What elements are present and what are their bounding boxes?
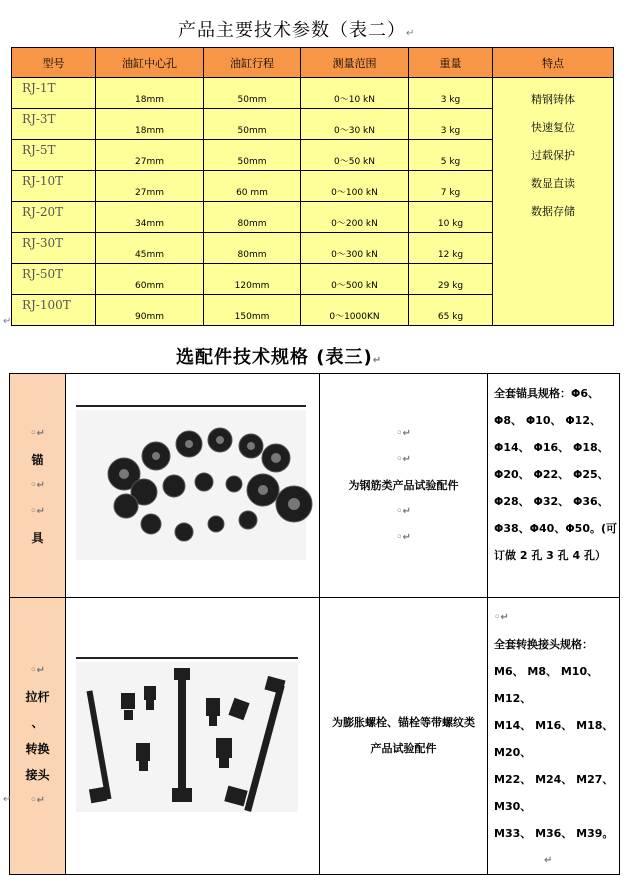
range-cell: 0～300 kN bbox=[301, 233, 409, 264]
stroke-cell: 60 mm bbox=[204, 171, 301, 202]
spec-line: M33、 M36、 M39。 bbox=[494, 827, 614, 840]
hole-cell: 60mm bbox=[96, 264, 204, 295]
weight-cell: 7 kg bbox=[409, 171, 493, 202]
spec-table bbox=[11, 47, 614, 326]
stroke-cell: 80mm bbox=[204, 202, 301, 233]
category-label: 锚 bbox=[31, 452, 44, 467]
table2-title: 产品主要技术参数（表二）↵ bbox=[178, 20, 416, 41]
column-header: 特点 bbox=[493, 48, 614, 78]
hole-cell: 45mm bbox=[96, 233, 204, 264]
weight-cell: 10 kg bbox=[409, 202, 493, 233]
weight-cell: 12 kg bbox=[409, 233, 493, 264]
description-cell: ◦↵ ◦↵ 为钢筋类产品试验配件 ◦↵ ◦↵ bbox=[320, 374, 488, 598]
accessory-row-rod bbox=[10, 598, 620, 875]
range-cell: 0～10 kN bbox=[301, 78, 409, 109]
accessory-row-anchor bbox=[10, 374, 620, 598]
category-cell: ◦↵ 锚 ◦↵ ◦↵ 具 bbox=[10, 374, 66, 598]
model-cell: RJ-100T bbox=[12, 295, 96, 326]
weight-cell: 3 kg bbox=[409, 78, 493, 109]
stroke-cell: 150mm bbox=[204, 295, 301, 326]
spec-line: M6、 M8、 M10、 M12、 bbox=[494, 665, 599, 705]
model-cell: RJ-30T bbox=[12, 233, 96, 264]
range-cell: 0～1000KN bbox=[301, 295, 409, 326]
range-cell: 0～100 kN bbox=[301, 171, 409, 202]
column-header: 油缸中心孔 bbox=[96, 48, 204, 78]
feature-item: 精钢铸体 bbox=[531, 93, 575, 106]
spec-cell bbox=[488, 374, 620, 598]
model-cell: RJ-10T bbox=[12, 171, 96, 202]
weight-cell: 3 kg bbox=[409, 109, 493, 140]
category-label: 具 bbox=[31, 530, 44, 545]
feature-item: 数据存储 bbox=[531, 205, 575, 218]
column-header: 重量 bbox=[409, 48, 493, 78]
spec-line: M22、 M24、 M27、 M30、 bbox=[494, 773, 614, 813]
category-label: 转换 bbox=[25, 742, 50, 756]
range-cell: 0～30 kN bbox=[301, 109, 409, 140]
paragraph-mark: ↵ bbox=[3, 316, 12, 327]
feature-item: 数显直读 bbox=[531, 177, 575, 190]
stroke-cell: 120mm bbox=[204, 264, 301, 295]
category-label: 接头 bbox=[25, 768, 50, 782]
hole-cell: 27mm bbox=[96, 140, 204, 171]
weight-cell: 5 kg bbox=[409, 140, 493, 171]
model-cell: RJ-3T bbox=[12, 109, 96, 140]
spec-line: 订做 2 孔 3 孔 4 孔） bbox=[494, 549, 606, 562]
paragraph-mark: ↵ bbox=[3, 794, 12, 805]
table3-title: 选配件技术规格 (表三)↵ bbox=[176, 347, 383, 368]
hole-cell: 27mm bbox=[96, 171, 204, 202]
description-cell bbox=[320, 598, 488, 875]
model-cell: RJ-50T bbox=[12, 264, 96, 295]
spec-cell: ◦↵ 全套转换接头规格： M6、 M8、 M10、 M12、 M14、 M16、 M18、 M20、 M22、 M24、 M27、 M30、 M33、 M36、 M39。 ↵ bbox=[488, 598, 620, 875]
model-cell: RJ-1T bbox=[12, 78, 96, 109]
spec-line: Φ38、Φ40、Φ50。(可 bbox=[494, 522, 618, 535]
spec-line: Φ14、 Φ16、 Φ18、 bbox=[494, 441, 609, 454]
category-label: 拉杆 bbox=[25, 690, 50, 704]
stroke-cell: 50mm bbox=[204, 140, 301, 171]
column-header: 测量范围 bbox=[301, 48, 409, 78]
hole-cell: 18mm bbox=[96, 109, 204, 140]
column-header: 油缸行程 bbox=[204, 48, 301, 78]
rod-photo bbox=[66, 598, 320, 875]
model-cell: RJ-20T bbox=[12, 202, 96, 233]
feature-item: 快速复位 bbox=[531, 121, 575, 134]
feature-item: 过载保护 bbox=[531, 149, 575, 162]
hole-cell: 90mm bbox=[96, 295, 204, 326]
stroke-cell: 50mm bbox=[204, 78, 301, 109]
column-header: 型号 bbox=[12, 48, 96, 78]
category-label: 、 bbox=[31, 716, 44, 730]
stroke-cell: 50mm bbox=[204, 109, 301, 140]
spec-line: 全套转换接头规格： bbox=[494, 638, 593, 651]
header-row bbox=[12, 48, 614, 78]
model-cell: RJ-5T bbox=[12, 140, 96, 171]
range-cell: 0～500 kN bbox=[301, 264, 409, 295]
description-text: 产品试验配件 bbox=[370, 742, 437, 755]
table-row bbox=[12, 78, 614, 109]
spec-line: Φ28、 Φ32、 Φ36、 bbox=[494, 495, 609, 508]
description-text: 为钢筋类产品试验配件 bbox=[348, 478, 459, 492]
spec-line: 全套锚具规格：Φ6、 bbox=[494, 387, 600, 400]
hole-cell: 34mm bbox=[96, 202, 204, 233]
spec-line: Φ20、 Φ22、 Φ25、 bbox=[494, 468, 609, 481]
anchor-photo bbox=[66, 374, 320, 598]
description-text: 为膨胀螺栓、锚栓等带螺纹类 bbox=[332, 716, 475, 729]
stroke-cell: 80mm bbox=[204, 233, 301, 264]
category-cell: ◦↵ 拉杆 、 转换 接头 ◦↵ bbox=[10, 598, 66, 875]
range-cell: 0～50 kN bbox=[301, 140, 409, 171]
accessory-table bbox=[9, 373, 620, 875]
range-cell: 0～200 kN bbox=[301, 202, 409, 233]
weight-cell: 29 kg bbox=[409, 264, 493, 295]
spec-line: Φ8、 Φ10、 Φ12、 bbox=[494, 414, 601, 427]
weight-cell: 65 kg bbox=[409, 295, 493, 326]
hole-cell: 18mm bbox=[96, 78, 204, 109]
features-cell bbox=[493, 78, 614, 326]
spec-line: M14、 M16、 M18、 M20、 bbox=[494, 719, 614, 759]
